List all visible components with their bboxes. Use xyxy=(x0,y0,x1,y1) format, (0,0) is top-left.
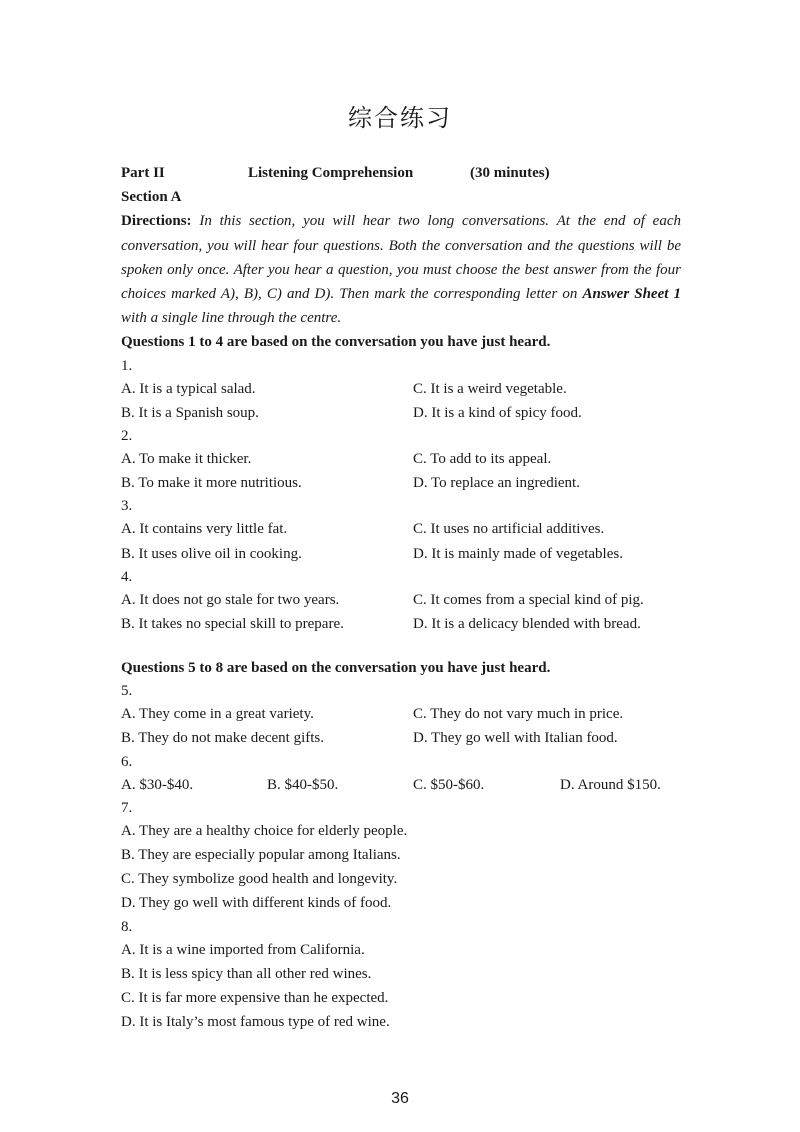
question-1 xyxy=(121,355,681,425)
option-c: C. It comes from a special kind of pig. xyxy=(413,591,644,608)
page-number: 36 xyxy=(391,1090,409,1107)
question-2 xyxy=(121,425,681,495)
section-label: Section A xyxy=(121,189,182,206)
part-name: Listening Comprehension xyxy=(248,165,414,181)
option-c: C. It is a weird vegetable. xyxy=(413,380,567,397)
question-number: 1. xyxy=(121,357,133,374)
option-a: A. It is a wine imported from California. xyxy=(121,941,365,958)
question-number: 5. xyxy=(121,683,133,700)
option-a: A. It does not go stale for two years. xyxy=(121,591,340,608)
question-7 xyxy=(121,797,681,916)
option-a: A. It is a typical salad. xyxy=(121,380,256,397)
exam-content xyxy=(121,161,681,1034)
group1-heading: Questions 1 to 4 are based on the conversation you have just heard. xyxy=(121,334,551,351)
directions-text-end: with a single line through the centre. xyxy=(121,310,342,327)
option-a: A. They are a healthy choice for elderly people. xyxy=(121,822,408,839)
page-title: 综合练习 xyxy=(348,104,452,132)
option-b: B. They do not make decent gifts. xyxy=(121,730,325,747)
question-number: 3. xyxy=(121,498,133,515)
option-a: A. To make it thicker. xyxy=(121,450,252,467)
question-4 xyxy=(121,566,681,636)
option-d: D. It is a kind of spicy food. xyxy=(413,404,582,421)
option-d: D. It is mainly made of vegetables. xyxy=(413,545,623,562)
option-d: D. Around $150. xyxy=(560,776,661,793)
option-a: A. They come in a great variety. xyxy=(121,706,314,723)
question-number: 8. xyxy=(121,918,133,935)
group2-heading: Questions 5 to 8 are based on the conversation you have just heard. xyxy=(121,660,551,677)
option-d: D. It is Italy’s most famous type of red wine. xyxy=(121,1014,390,1031)
directions-lead: Directions: xyxy=(121,213,192,230)
part-time: (30 minutes) xyxy=(470,165,550,181)
answer-sheet-ref: Answer Sheet 1 xyxy=(582,285,681,302)
question-number: 7. xyxy=(121,799,133,816)
option-d: D. They go well with different kinds of food. xyxy=(121,895,392,912)
directions xyxy=(121,209,681,330)
option-b: B. It takes no special skill to prepare. xyxy=(121,615,344,632)
part-header xyxy=(121,161,681,185)
option-d: D. It is a delicacy blended with bread. xyxy=(413,615,641,632)
option-d: D. To replace an ingredient. xyxy=(413,475,580,492)
option-c: C. They symbolize good health and longevity. xyxy=(121,871,398,888)
option-c: C. It uses no artificial additives. xyxy=(413,521,605,538)
option-b: B. They are especially popular among Italians. xyxy=(121,847,401,864)
option-b: B. $40-$50. xyxy=(267,776,339,793)
option-b: B. To make it more nutritious. xyxy=(121,475,302,492)
option-c: C. They do not vary much in price. xyxy=(413,706,624,723)
question-6 xyxy=(121,751,681,797)
option-a: A. It contains very little fat. xyxy=(121,521,288,538)
question-number: 6. xyxy=(121,753,133,770)
question-number: 2. xyxy=(121,427,133,444)
option-a: A. $30-$40. xyxy=(121,776,194,793)
option-b: B. It is a Spanish soup. xyxy=(121,404,259,421)
option-b: B. It is less spicy than all other red wines. xyxy=(121,965,372,982)
option-b: B. It uses olive oil in cooking. xyxy=(121,545,302,562)
option-c: C. It is far more expensive than he expected. xyxy=(121,989,389,1006)
option-c: C. To add to its appeal. xyxy=(413,450,552,467)
spacer xyxy=(121,636,681,656)
question-5 xyxy=(121,680,681,750)
option-d: D. They go well with Italian food. xyxy=(413,730,618,747)
option-c: C. $50-$60. xyxy=(413,776,485,793)
directions-text: In this section, you will hear two long conversations. At the end of each conversation, you will hear four questions. Both the conversation and the questions will be spoken only once. After you hear a question, you must choose the best answer from the four choices marked A), B), C) and D). Then mark the corresponding letter on xyxy=(121,213,681,302)
question-8 xyxy=(121,916,681,1035)
part-label: Part II xyxy=(121,165,165,181)
question-3 xyxy=(121,495,681,565)
question-number: 4. xyxy=(121,568,133,585)
